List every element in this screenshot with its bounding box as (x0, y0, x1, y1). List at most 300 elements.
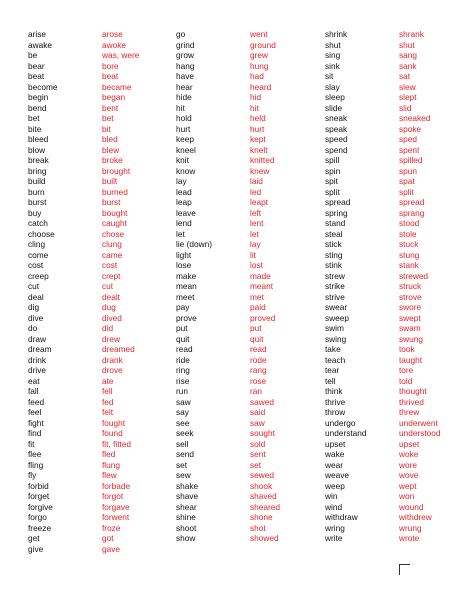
past-tense-verb: spun (399, 165, 417, 176)
past-tense-verb: underwent (399, 417, 438, 428)
past-tense-verb: won (399, 491, 415, 501)
base-verb: become (28, 81, 58, 92)
past-tense-verb: fit, fitted (102, 438, 132, 449)
base-verb: shake (176, 480, 199, 491)
base-verb: fling (28, 459, 44, 470)
past-tense-verb: sheared (250, 501, 280, 512)
past-tense-verb: burned (102, 186, 128, 197)
base-verb: dive (28, 312, 44, 323)
irregular-verbs-sheet (0, 29, 474, 589)
past-tense-verb: sewed (250, 470, 274, 480)
past-tense-verb: fled (102, 449, 116, 459)
past-tense-verb: wrung (399, 522, 422, 533)
base-verb: hold (176, 113, 192, 123)
past-form-column-3 (399, 29, 441, 544)
base-verb: send (176, 449, 194, 459)
base-verb: lead (176, 186, 192, 197)
past-tense-verb: got (102, 533, 114, 543)
past-tense-verb: built (102, 176, 118, 186)
base-verb: buy (28, 207, 42, 218)
past-tense-verb: fought (102, 417, 126, 428)
base-verb: hear (176, 81, 193, 92)
base-verb: make (176, 270, 197, 281)
base-verb: win (325, 491, 338, 501)
base-verb: wind (325, 501, 343, 512)
past-tense-verb: met (250, 291, 264, 302)
base-verb: withdraw (325, 512, 358, 522)
base-verb: hit (176, 102, 185, 113)
past-tense-verb: chose (102, 228, 125, 239)
base-verb: fight (28, 417, 44, 428)
past-tense-verb: bent (102, 102, 119, 113)
past-tense-verb: wore (399, 459, 417, 470)
past-tense-verb: said (250, 407, 266, 417)
base-verb: forgo (28, 512, 47, 522)
base-verb: meet (176, 291, 195, 302)
past-tense-verb: shaved (250, 491, 277, 501)
base-verb: fit (28, 438, 35, 449)
past-tense-verb: drew (102, 333, 120, 344)
base-verb: take (325, 344, 341, 354)
base-verb: arise (28, 29, 46, 39)
past-tense-verb: ate (102, 375, 114, 386)
base-verb: kneel (176, 144, 196, 155)
past-tense-verb: swung (399, 333, 423, 344)
base-verb: forbid (28, 480, 49, 491)
base-verb: strike (325, 281, 345, 291)
past-tense-verb: struck (399, 281, 422, 291)
past-tense-verb: sneaked (399, 113, 431, 123)
base-verb: be (28, 50, 38, 60)
base-verb: burst (28, 197, 47, 207)
past-tense-verb: clung (102, 239, 122, 249)
base-verb: quit (176, 333, 190, 344)
past-tense-verb: forwent (102, 512, 130, 522)
past-tense-verb: laid (250, 176, 263, 186)
base-verb: cut (28, 281, 40, 291)
base-verb: come (28, 249, 49, 260)
base-verb: say (176, 407, 189, 417)
base-verb: spill (325, 155, 340, 165)
base-verb: lose (176, 260, 192, 270)
base-verb: cost (28, 260, 44, 270)
base-verb: forgive (28, 501, 53, 512)
base-verb: go (176, 29, 186, 39)
base-verb: stink (325, 260, 343, 270)
past-tense-verb: rode (250, 354, 267, 365)
past-tense-verb: stuck (399, 239, 419, 249)
past-tense-verb: wrote (399, 533, 420, 543)
past-tense-verb: proved (250, 312, 276, 323)
base-verb: swear (325, 302, 348, 312)
base-verb: read (176, 344, 193, 354)
past-tense-verb: forgave (102, 501, 130, 512)
base-verb: break (28, 155, 49, 165)
past-tense-verb: cut (102, 281, 114, 291)
base-verb: sleep (325, 92, 345, 102)
past-tense-verb: held (250, 113, 266, 123)
base-verb: saw (176, 396, 191, 407)
base-verb: eat (28, 375, 40, 386)
past-tense-verb: sat (399, 71, 411, 81)
past-tense-verb: knitted (250, 155, 275, 165)
past-tense-verb: bit (102, 123, 111, 134)
past-tense-verb: heard (250, 81, 272, 92)
past-tense-verb: came (102, 249, 123, 260)
past-tense-verb: lent (250, 218, 264, 228)
past-form-column-1 (102, 29, 139, 554)
past-tense-verb: shone (250, 512, 273, 522)
past-tense-verb: threw (399, 407, 420, 417)
base-verb: speak (325, 123, 348, 134)
base-verb: keep (176, 134, 194, 144)
past-tense-verb: led (250, 186, 262, 197)
base-verb: strive (325, 291, 345, 302)
base-verb: leap (176, 197, 192, 207)
base-verb: shine (176, 512, 196, 522)
base-verb: tear (325, 365, 340, 375)
past-tense-verb: spilled (399, 155, 423, 165)
base-verb: set (176, 459, 188, 470)
past-tense-verb: spoke (399, 123, 422, 134)
past-tense-verb: stood (399, 218, 420, 228)
base-verb: weep (325, 480, 345, 491)
base-verb: grind (176, 39, 195, 50)
past-tense-verb: showed (250, 533, 279, 543)
base-verb: teach (325, 354, 346, 365)
base-verb: wear (325, 459, 343, 470)
base-verb: feel (28, 407, 42, 417)
past-tense-verb: withdrew (399, 512, 432, 522)
past-tense-verb: sped (399, 134, 417, 144)
base-verb: swing (325, 333, 347, 344)
base-verb: bring (28, 165, 47, 176)
past-tense-verb: thrived (399, 396, 424, 407)
base-verb: bite (28, 123, 42, 134)
base-verb: catch (28, 218, 48, 228)
base-form-column-1 (28, 29, 58, 554)
past-tense-verb: meant (250, 281, 274, 291)
past-tense-verb: hung (250, 60, 269, 71)
past-tense-verb: flung (102, 459, 120, 470)
base-verb: weave (325, 470, 349, 480)
base-verb: sew (176, 470, 191, 480)
base-form-column-3 (325, 29, 367, 544)
past-tense-verb: slept (399, 92, 417, 102)
corner-mark (399, 564, 410, 575)
past-tense-verb: rose (250, 375, 267, 386)
past-tense-verb: saw (250, 417, 265, 428)
past-tense-verb: shrank (399, 29, 424, 39)
base-verb: bet (28, 113, 40, 123)
base-verb: do (28, 323, 38, 333)
base-verb: wake (325, 449, 345, 459)
base-verb: bear (28, 60, 45, 71)
base-verb: leave (176, 207, 196, 218)
past-tense-verb: became (102, 81, 132, 92)
past-tense-verb: rang (250, 365, 267, 375)
base-verb: understand (325, 428, 367, 438)
past-tense-verb: took (399, 344, 415, 354)
base-verb: hang (176, 60, 195, 71)
past-tense-verb: wept (399, 480, 417, 491)
past-tense-verb: grew (250, 50, 268, 60)
past-tense-verb: paid (250, 302, 266, 312)
base-verb: put (176, 323, 188, 333)
past-tense-verb: arose (102, 29, 123, 39)
base-verb: dream (28, 344, 52, 354)
past-tense-verb: spread (399, 197, 425, 207)
past-tense-verb: blew (102, 144, 120, 155)
base-verb: bleed (28, 134, 49, 144)
base-verb: swim (325, 323, 344, 333)
past-tense-verb: forgot (102, 491, 124, 501)
base-verb: choose (28, 228, 55, 239)
base-verb: sit (325, 71, 334, 81)
past-tense-verb: stung (399, 249, 420, 260)
base-verb: flee (28, 449, 42, 459)
base-verb: draw (28, 333, 46, 344)
base-verb: freeze (28, 522, 52, 533)
past-tense-verb: gave (102, 543, 120, 554)
past-tense-verb: dealt (102, 291, 120, 302)
past-tense-verb: fell (102, 386, 113, 396)
base-verb: shrink (325, 29, 348, 39)
past-tense-verb: brought (102, 165, 131, 176)
base-verb: shear (176, 501, 197, 512)
past-tense-verb: understood (399, 428, 441, 438)
base-verb: let (176, 228, 185, 239)
base-verb: see (176, 417, 190, 428)
past-tense-verb: spent (399, 144, 420, 155)
base-verb: undergo (325, 417, 356, 428)
past-tense-verb: shot (250, 522, 266, 533)
past-tense-verb: lit (250, 249, 256, 260)
base-verb: drive (28, 365, 46, 375)
base-verb: build (28, 176, 46, 186)
past-tense-verb: read (250, 344, 267, 354)
base-verb: mean (176, 281, 197, 291)
base-verb: stand (325, 218, 346, 228)
base-verb: grow (176, 50, 194, 60)
past-tense-verb: sawed (250, 396, 274, 407)
base-verb: sink (325, 60, 340, 71)
past-tense-verb: stole (399, 228, 417, 239)
base-verb: stick (325, 239, 342, 249)
past-tense-verb: spat (399, 176, 415, 186)
base-verb: cling (28, 239, 46, 249)
past-tense-verb: found (102, 428, 123, 438)
base-verb: spread (325, 197, 351, 207)
base-verb: feed (28, 396, 45, 407)
past-tense-verb: hurt (250, 123, 265, 134)
past-tense-verb: shook (250, 480, 273, 491)
past-tense-verb: beat (102, 71, 119, 81)
base-verb: drink (28, 354, 46, 365)
past-tense-verb: swore (399, 302, 422, 312)
past-tense-verb: knelt (250, 144, 268, 155)
base-verb: bend (28, 102, 47, 113)
base-verb: shave (176, 491, 199, 501)
base-verb: find (28, 428, 42, 438)
past-tense-verb: strove (399, 291, 422, 302)
base-verb: throw (325, 407, 346, 417)
base-verb: dig (28, 302, 40, 312)
base-verb: shoot (176, 522, 197, 533)
base-verb: awake (28, 39, 52, 50)
past-tense-verb: put (250, 323, 262, 333)
base-verb: wring (325, 522, 345, 533)
past-tense-verb: hit (250, 102, 259, 113)
base-verb: knit (176, 155, 189, 165)
base-verb: slide (325, 102, 343, 113)
base-verb: sneak (325, 113, 348, 123)
past-tense-verb: woke (399, 449, 419, 459)
base-verb: run (176, 386, 188, 396)
past-tense-verb: dreamed (102, 344, 135, 354)
base-verb: know (176, 165, 196, 176)
past-tense-verb: swam (399, 323, 421, 333)
past-tense-verb: let (250, 228, 259, 239)
past-tense-verb: sold (250, 438, 266, 449)
base-verb: light (176, 249, 192, 260)
base-verb: creep (28, 270, 49, 281)
base-verb: upset (325, 438, 346, 449)
base-verb: think (325, 386, 343, 396)
past-tense-verb: told (399, 375, 413, 386)
past-tense-verb: felt (102, 407, 114, 417)
past-tense-verb: wove (399, 470, 419, 480)
past-tense-verb: began (102, 92, 126, 102)
base-verb: spit (325, 176, 338, 186)
base-verb: forget (28, 491, 50, 501)
past-tense-verb: broke (102, 155, 123, 165)
base-verb: sell (176, 438, 189, 449)
base-verb: lay (176, 176, 187, 186)
past-tense-verb: lost (250, 260, 263, 270)
base-verb: sing (325, 50, 341, 60)
past-tense-verb: sprang (399, 207, 425, 218)
base-verb: spring (325, 207, 348, 218)
base-verb: hide (176, 92, 192, 102)
past-tense-verb: sent (250, 449, 266, 459)
base-verb: fly (28, 470, 37, 480)
base-verb: get (28, 533, 40, 543)
past-tense-verb: left (250, 207, 262, 218)
base-verb: strew (325, 270, 345, 281)
past-tense-verb: burst (102, 197, 121, 207)
past-tense-verb: strewed (399, 270, 429, 281)
past-tense-verb: hid (250, 92, 262, 102)
base-verb: seek (176, 428, 194, 438)
base-verb: begin (28, 92, 49, 102)
past-tense-verb: sang (399, 50, 417, 60)
base-verb: sweep (325, 312, 349, 323)
past-tense-verb: awoke (102, 39, 126, 50)
past-tense-verb: thought (399, 386, 427, 396)
past-tense-verb: drank (102, 354, 123, 365)
past-tense-verb: taught (399, 354, 423, 365)
past-tense-verb: set (250, 459, 262, 470)
base-verb: shut (325, 39, 341, 50)
past-tense-verb: lay (250, 239, 261, 249)
base-verb: tell (325, 375, 336, 386)
base-verb: pay (176, 302, 190, 312)
past-tense-verb: ran (250, 386, 262, 396)
base-verb: fall (28, 386, 39, 396)
base-verb: sting (325, 249, 343, 260)
base-verb: beat (28, 71, 45, 81)
base-verb: ring (176, 365, 190, 375)
past-tense-verb: froze (102, 522, 121, 533)
base-verb: lie (down) (176, 239, 212, 249)
base-verb: slay (325, 81, 340, 92)
past-tense-verb: tore (399, 365, 414, 375)
past-tense-verb: made (250, 270, 271, 281)
past-tense-verb: leapt (250, 197, 268, 207)
base-verb: thrive (325, 396, 346, 407)
base-verb: show (176, 533, 196, 543)
base-verb: rise (176, 375, 190, 386)
past-tense-verb: slid (399, 102, 412, 113)
past-tense-verb: sank (399, 60, 417, 71)
past-tense-verb: swept (399, 312, 421, 323)
base-verb: ride (176, 354, 190, 365)
past-tense-verb: slew (399, 81, 416, 92)
past-tense-verb: bled (102, 134, 118, 144)
past-tense-verb: stank (399, 260, 419, 270)
base-verb: deal (28, 291, 44, 302)
base-verb: steal (325, 228, 343, 239)
past-tense-verb: ground (250, 39, 276, 50)
past-form-column-2 (250, 29, 280, 544)
past-tense-verb: bought (102, 207, 128, 218)
base-verb: blow (28, 144, 46, 155)
past-tense-verb: cost (102, 260, 118, 270)
base-verb: speed (325, 134, 348, 144)
past-tense-verb: was, were (102, 50, 140, 60)
base-verb: spin (325, 165, 341, 176)
past-tense-verb: dived (102, 312, 122, 323)
base-verb: spend (325, 144, 348, 155)
base-verb: prove (176, 312, 197, 323)
past-tense-verb: fed (102, 396, 114, 407)
past-tense-verb: had (250, 71, 264, 81)
past-tense-verb: forbade (102, 480, 131, 491)
past-tense-verb: went (250, 29, 268, 39)
past-tense-verb: kept (250, 134, 266, 144)
base-verb: hurt (176, 123, 191, 134)
past-tense-verb: caught (102, 218, 127, 228)
base-verb: split (325, 186, 340, 197)
past-tense-verb: did (102, 323, 114, 333)
past-tense-verb: crept (102, 270, 121, 281)
past-tense-verb: quit (250, 333, 264, 344)
past-tense-verb: bore (102, 60, 119, 71)
past-tense-verb: drove (102, 365, 123, 375)
past-tense-verb: upset (399, 438, 420, 449)
past-tense-verb: dug (102, 302, 116, 312)
past-tense-verb: split (399, 186, 414, 197)
past-tense-verb: wound (399, 501, 424, 512)
past-tense-verb: shut (399, 39, 415, 50)
past-tense-verb: sought (250, 428, 275, 438)
past-tense-verb: bet (102, 113, 114, 123)
base-verb: give (28, 543, 44, 554)
base-verb: burn (28, 186, 45, 197)
base-verb: have (176, 71, 194, 81)
base-verb: lend (176, 218, 192, 228)
